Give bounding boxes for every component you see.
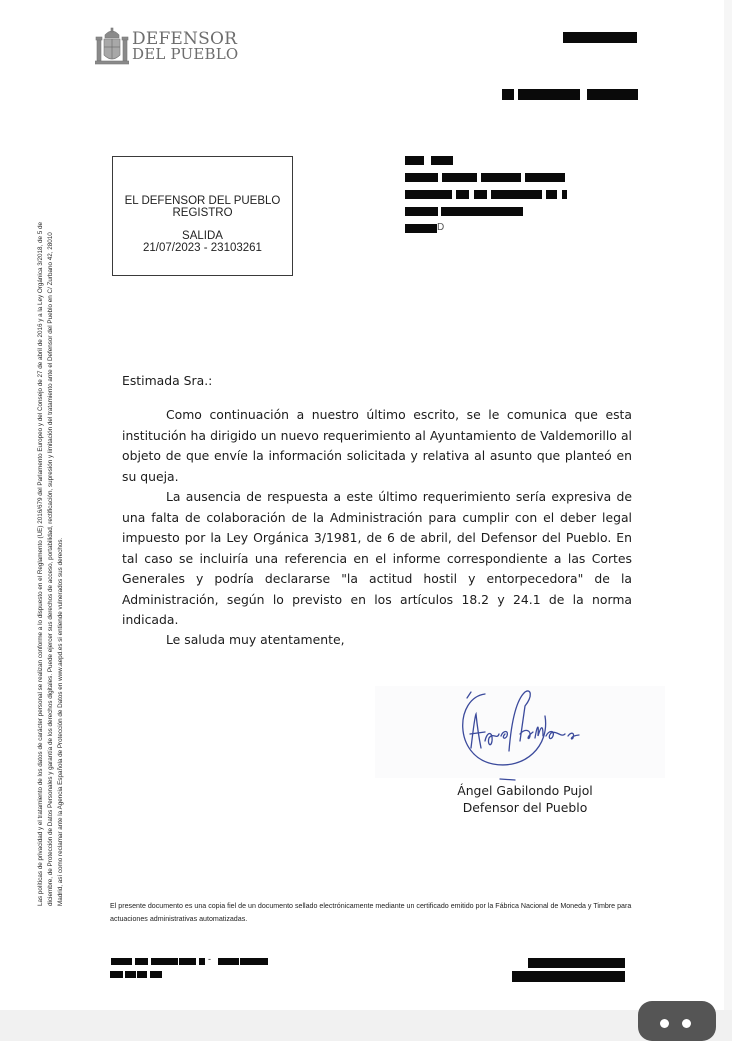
redacted-footer-right-2 <box>512 971 625 982</box>
redacted-footer-l1f <box>218 958 239 965</box>
letter-paragraph-2: La ausencia de respuesta a este último requerimiento sería expresiva de una falta de colaboración de la Administración para cumplir con el deber legal impuesto por la Ley Orgánica 3/1981, de 6 de abril, del Defensor del Pueblo. En tal caso se incluiría una referencia en el informe correspondiente a las Cortes Generales y podría declararse "la actitud hostil y entorpecedora" de la Administración, según lo previsto en los artículos 18.2 y 24.1 de la norma indicada. <box>122 489 632 627</box>
redacted-recipient-line-2d <box>525 173 565 182</box>
registry-stamp <box>112 156 293 276</box>
privacy-line-3: Madrid, así como reclamar ante la Agencia Española de Protección de Datos en www.aepd.es si entiende vulnerados sus derechos. <box>57 537 64 906</box>
redacted-reference-code-c <box>587 89 638 100</box>
seal-notice-line-1: El presente documento es una copia fiel de un documento sellado electrónicamente mediante un certificado emitido por la Fábrica Nacional de Moneda y Timbre para <box>110 902 632 910</box>
privacy-legal-notice <box>36 126 66 906</box>
redacted-reference-code-a <box>502 89 514 100</box>
redacted-recipient-line-3b <box>456 190 469 199</box>
logo-text <box>132 29 239 63</box>
redacted-recipient-line-1a <box>405 156 424 165</box>
more-options-button[interactable] <box>638 1001 716 1041</box>
privacy-line-2: diciembre, de Protección de Datos Personales y garantía de los derechos digitales. Puede ejercer sus derechos de acceso, portabilidad, rectificación, supresión y limitación del tratamiento ante el Defensor del Pueblo en C/ Zurbano 42, 28010 <box>47 232 54 906</box>
redacted-recipient-line-3a <box>405 190 452 199</box>
redacted-footer-l1g <box>240 958 268 965</box>
logo-line-1: DEFENSOR <box>132 29 238 49</box>
redacted-recipient-line-2a <box>405 173 438 182</box>
redacted-recipient-line-2b <box>442 173 477 182</box>
stamp-type: SALIDA <box>182 230 223 242</box>
letter-closing: Le saluda muy atentamente, <box>166 632 345 647</box>
redacted-recipient-line-4a <box>405 207 438 216</box>
logo-line-2: DEL PUEBLO <box>132 45 239 63</box>
recipient-trailing-char: D <box>437 222 445 233</box>
footer-code-separator: - <box>208 954 211 964</box>
redacted-recipient-line-3c <box>474 190 487 199</box>
redacted-footer-right-1 <box>528 958 625 968</box>
seal-notice-line-2: actuaciones administrativas automatizadas. <box>110 915 248 923</box>
privacy-line-1: Las políticas de privacidad y el tratamiento de los datos de carácter personal se realizan conforme a lo dispuesto en el Reglamento (UE) 2016/679 del Parlamento Europeo y del Consejo de 27 de abril de 2016 y a la Ley Orgánica 3/2018, de 5 de <box>37 222 44 906</box>
stamp-registry: REGISTRO <box>172 207 233 219</box>
redacted-footer-l1b <box>135 958 148 965</box>
redacted-reference-code-b <box>518 89 580 100</box>
defensor-del-pueblo-logo <box>95 27 238 67</box>
electronic-seal-notice <box>110 900 650 926</box>
redacted-recipient-line-5 <box>405 224 437 233</box>
royal-coat-of-arms-icon <box>95 27 129 67</box>
redacted-recipient-line-3f <box>562 190 567 199</box>
redacted-recipient-line-3d <box>491 190 542 199</box>
redacted-footer-l2a <box>110 971 123 978</box>
redacted-recipient-line-3e <box>546 190 557 199</box>
handwritten-signature-icon <box>375 686 665 786</box>
redacted-footer-l1d <box>179 958 196 965</box>
stamp-institution: EL DEFENSOR DEL PUEBLO <box>124 195 281 207</box>
redacted-recipient-line-1b <box>431 156 453 165</box>
letter-paragraph-1: Como continuación a nuestro último escrito, se le comunica que esta institución ha dirigido un nuevo requerimiento al Ayuntamiento de Valdemorillo al objeto de que envíe la información solicitada y relativa al asunto que planteó en su queja. <box>122 407 632 484</box>
signer-role: Defensor del Pueblo <box>462 800 588 815</box>
redacted-footer-l1c <box>151 958 178 965</box>
redacted-footer-l1e <box>199 958 205 965</box>
signer-name: Ángel Gabilondo Pujol <box>457 783 593 798</box>
stamp-date-number: 21/07/2023 - 23103261 <box>143 242 262 254</box>
letter-greeting: Estimada Sra.: <box>122 373 213 388</box>
redacted-footer-l2d <box>150 971 162 978</box>
page-edge <box>724 0 732 1010</box>
redacted-footer-l2b <box>125 971 136 978</box>
redacted-recipient-line-2c <box>481 173 521 182</box>
redacted-footer-l1a <box>111 958 132 965</box>
redacted-recipient-line-4b <box>441 207 523 216</box>
redacted-reference-top <box>563 32 637 43</box>
redacted-footer-l2c <box>137 971 147 978</box>
